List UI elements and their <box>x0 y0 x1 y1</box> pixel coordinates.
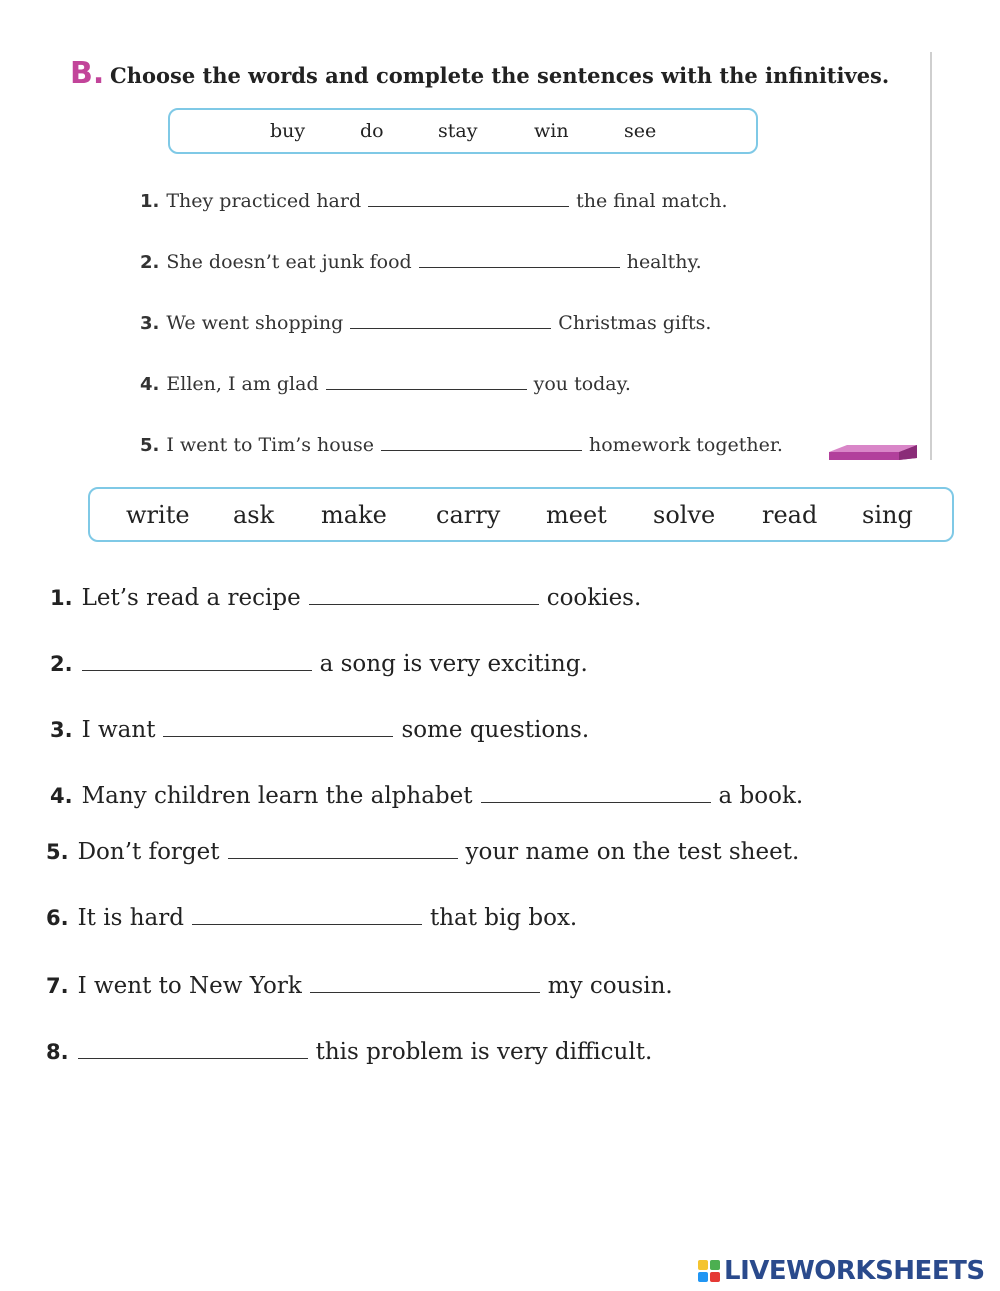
eraser-icon <box>829 443 917 460</box>
answer-blank[interactable] <box>192 924 422 925</box>
logo-square <box>698 1260 708 1270</box>
word-bank-item: sing <box>862 501 913 529</box>
sentence-number: 3. <box>50 718 73 742</box>
sentence-number: 2. <box>140 252 160 273</box>
sentence-after: your name on the test sheet. <box>465 839 800 865</box>
sentence-after: some questions. <box>401 717 590 743</box>
sentence-number: 7. <box>46 974 69 998</box>
sentence-after: this problem is very difficult. <box>315 1039 653 1065</box>
sentence-before: We went shopping <box>166 312 344 334</box>
sentence-after: Christmas gifts. <box>558 312 712 334</box>
sentence-after: my cousin. <box>547 973 673 999</box>
exercise-2-sentence <box>50 585 641 611</box>
exercise-1-sentence <box>140 190 728 212</box>
section-letter: B. <box>70 56 105 91</box>
word-bank-item: solve <box>653 501 716 529</box>
word-bank-2 <box>88 487 954 542</box>
answer-blank[interactable] <box>82 670 312 671</box>
word-bank-item: make <box>321 501 387 529</box>
word-bank-item: meet <box>546 501 607 529</box>
sentence-after: healthy. <box>626 251 702 273</box>
sentence-before: Many children learn the alphabet <box>81 783 473 809</box>
sentence-before: Let’s read a recipe <box>81 585 301 611</box>
word-bank-item: see <box>624 120 657 142</box>
word-bank-item: carry <box>436 501 501 529</box>
sentence-number: 4. <box>50 784 73 808</box>
page-divider <box>930 52 932 460</box>
sentence-after: cookies. <box>546 585 642 611</box>
word-bank-item: read <box>762 501 818 529</box>
sentence-number: 1. <box>50 586 73 610</box>
exercise-1-sentence <box>140 251 702 273</box>
exercise-1-sentence <box>140 434 783 456</box>
word-bank-item: buy <box>270 120 306 142</box>
answer-blank[interactable] <box>310 992 540 993</box>
answer-blank[interactable] <box>350 328 551 329</box>
word-bank-1 <box>168 108 758 154</box>
answer-blank[interactable] <box>381 450 582 451</box>
word-bank-item: stay <box>438 120 478 142</box>
sentence-number: 3. <box>140 313 160 334</box>
sentence-number: 6. <box>46 906 69 930</box>
exercise-2-sentence <box>46 1039 652 1065</box>
sentence-after: that big box. <box>429 905 578 931</box>
exercise-2-sentence <box>46 839 799 865</box>
sentence-after: homework together. <box>588 434 783 456</box>
word-bank-item: win <box>534 120 569 142</box>
exercise-1-sentence <box>140 373 631 395</box>
sentence-before: It is hard <box>77 905 184 931</box>
exercise-2-sentence <box>50 783 803 809</box>
answer-blank[interactable] <box>481 802 711 803</box>
answer-blank[interactable] <box>163 736 393 737</box>
sentence-number: 8. <box>46 1040 69 1064</box>
sentence-number: 5. <box>140 435 160 456</box>
sentence-number: 5. <box>46 840 69 864</box>
sentence-number: 4. <box>140 374 160 395</box>
logo-square <box>710 1272 720 1282</box>
logo-text: LIVEWORKSHEETS <box>724 1256 985 1286</box>
answer-blank[interactable] <box>309 604 539 605</box>
answer-blank[interactable] <box>228 858 458 859</box>
word-bank-item: write <box>126 501 190 529</box>
exercise-2-sentence <box>50 651 588 677</box>
sentence-after: a book. <box>718 783 804 809</box>
liveworksheets-logo[interactable] <box>698 1256 985 1286</box>
sentence-before: Ellen, I am glad <box>166 373 319 395</box>
logo-square <box>698 1272 708 1282</box>
sentence-before: I want <box>81 717 156 743</box>
sentence-number: 2. <box>50 652 73 676</box>
word-bank-item: ask <box>233 501 275 529</box>
exercise-2-sentence <box>46 973 673 999</box>
answer-blank[interactable] <box>78 1058 308 1059</box>
section-title: Choose the words and complete the sentences with the infinitives. <box>110 63 890 88</box>
exercise-2-sentence <box>50 717 589 743</box>
exercise-2-sentence <box>46 905 577 931</box>
answer-blank[interactable] <box>419 267 620 268</box>
exercise-1-sentence <box>140 312 711 334</box>
sentence-before: I went to Tim’s house <box>166 434 374 456</box>
logo-square <box>710 1260 720 1270</box>
word-bank-item: do <box>360 120 384 142</box>
sentence-before: She doesn’t eat junk food <box>166 251 412 273</box>
sentence-after: you today. <box>533 373 631 395</box>
sentence-number: 1. <box>140 191 160 212</box>
sentence-before: I went to New York <box>77 973 302 999</box>
logo-mark-icon <box>698 1260 720 1282</box>
sentence-before: They practiced hard <box>166 190 362 212</box>
sentence-after: the final match. <box>576 190 728 212</box>
sentence-before: Don’t forget <box>77 839 220 865</box>
answer-blank[interactable] <box>326 389 527 390</box>
sentence-after: a song is very exciting. <box>319 651 588 677</box>
answer-blank[interactable] <box>368 206 569 207</box>
